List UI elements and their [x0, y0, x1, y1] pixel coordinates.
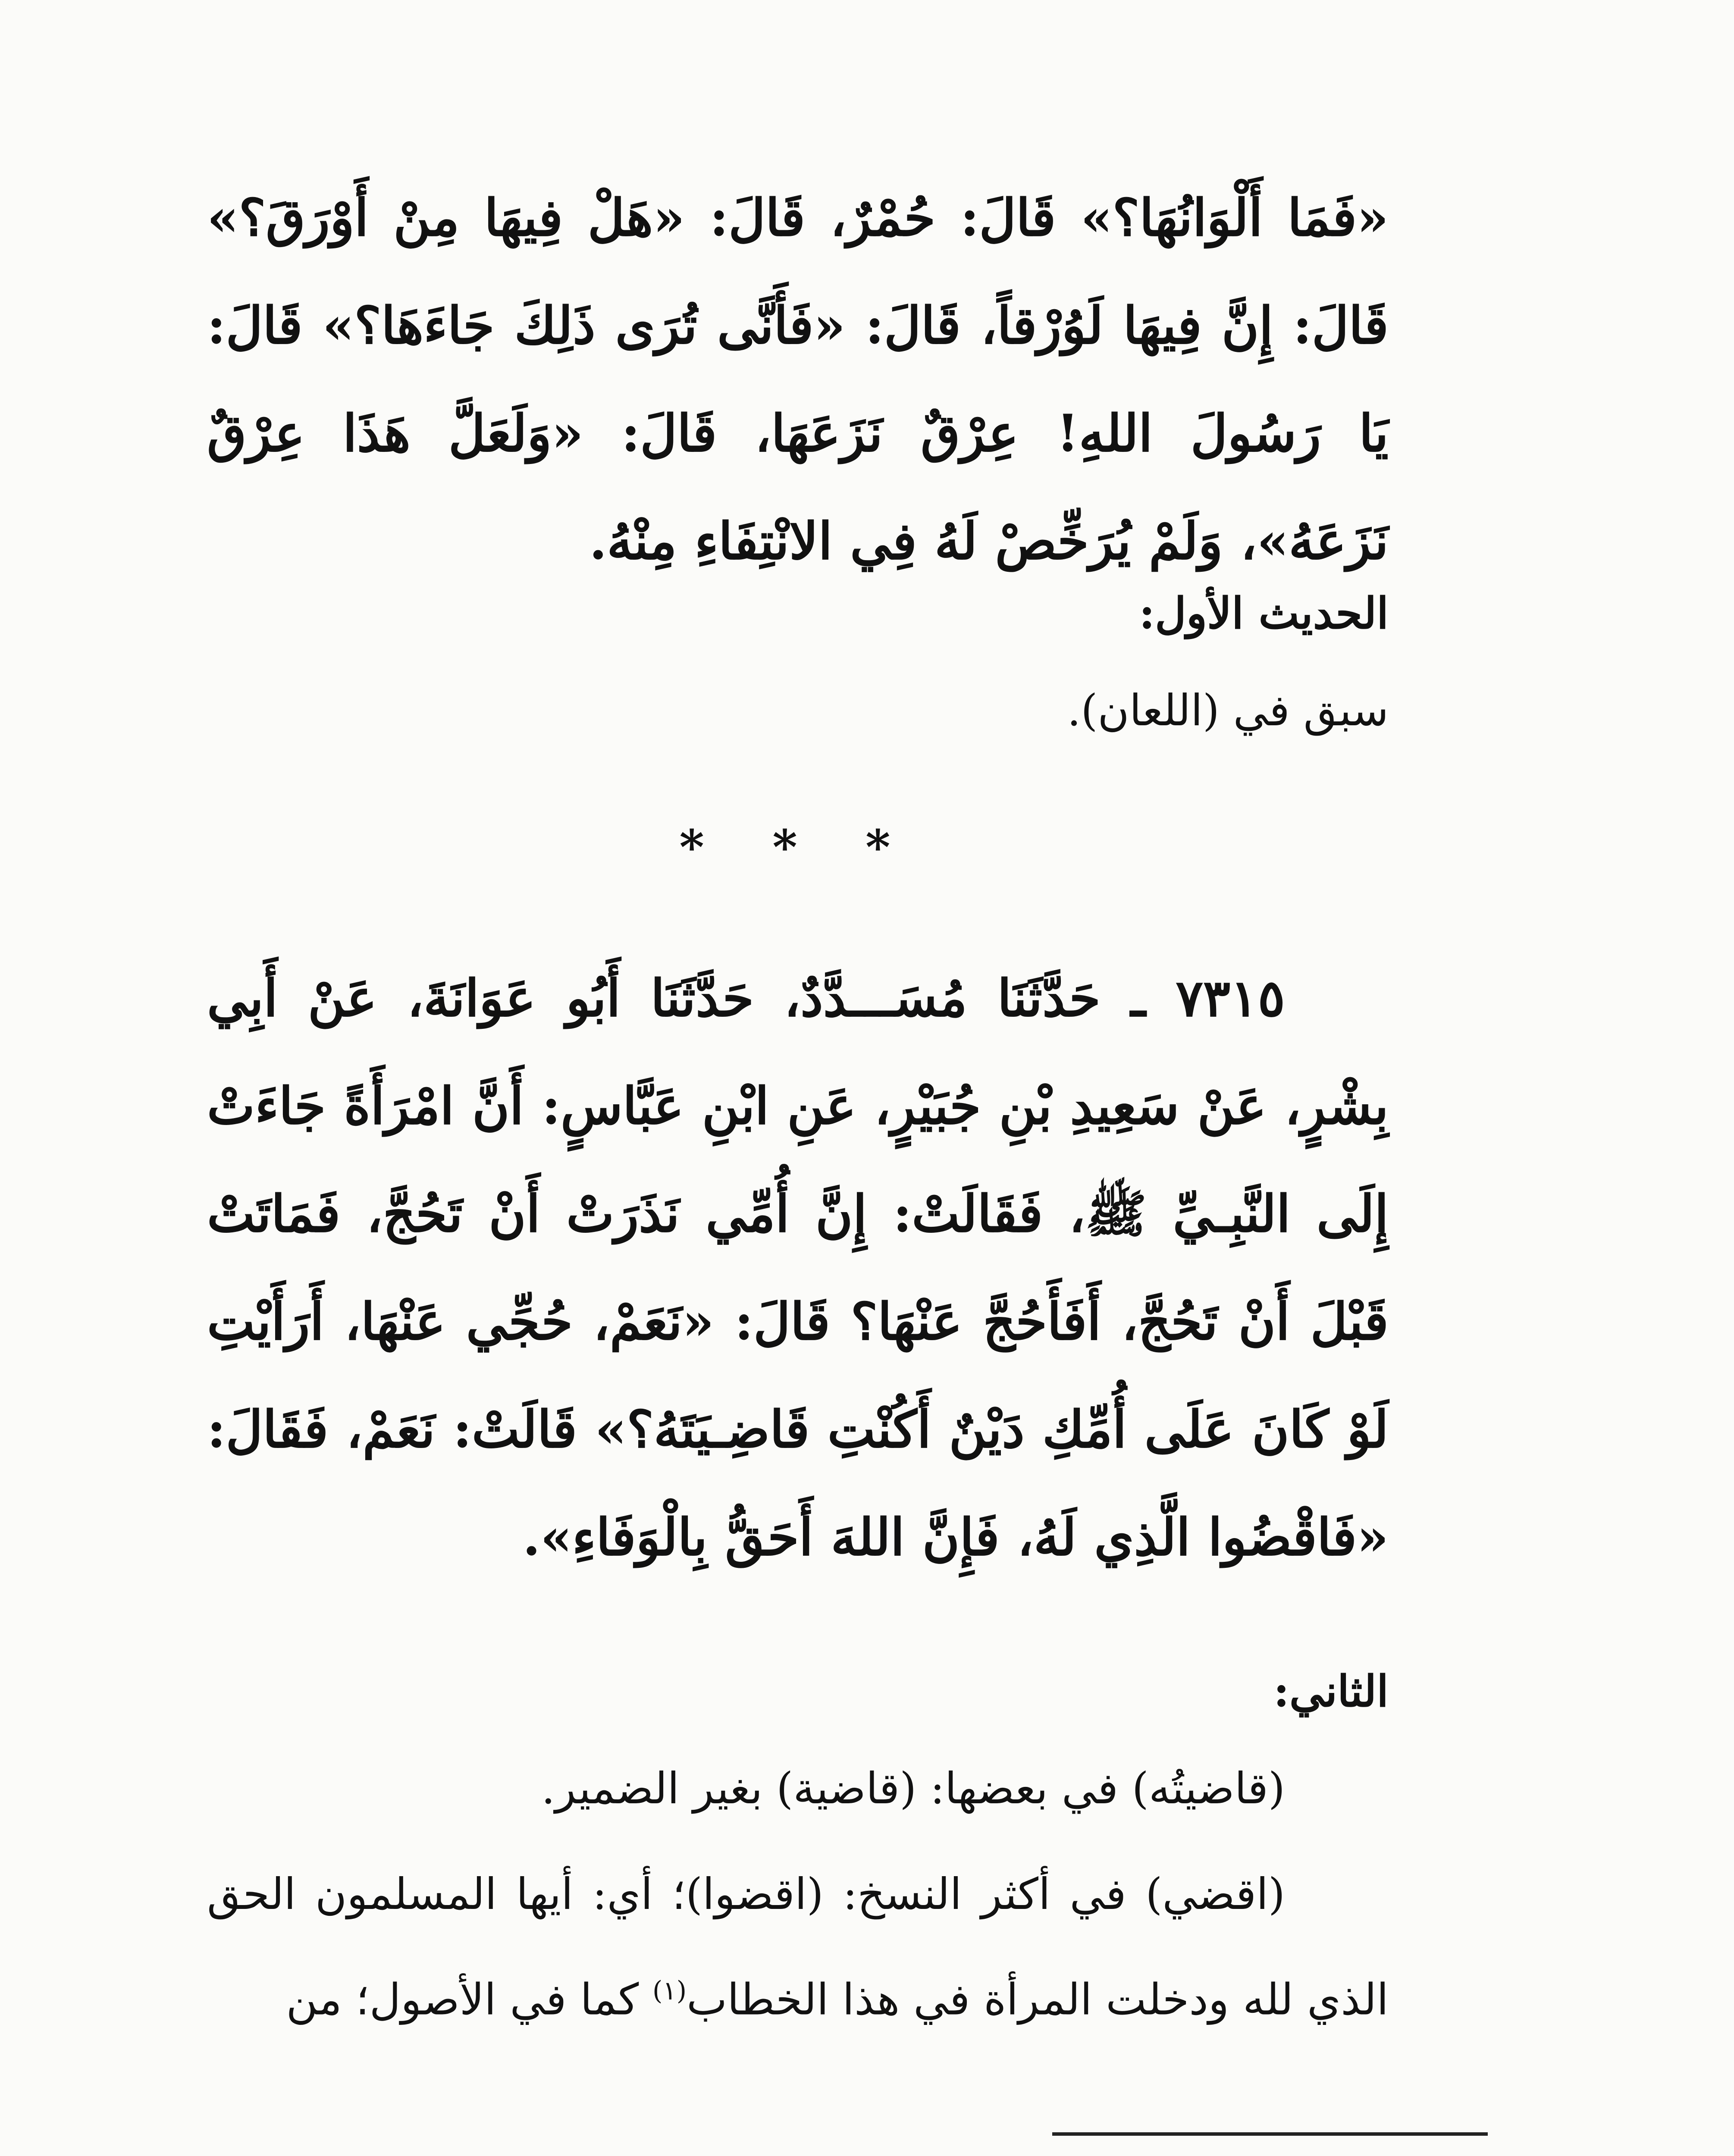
footnote-ref-mark: (١) [652, 1976, 687, 2006]
commentary-text: (اقضي) في أكثر النسخ: (اقضوا)؛ أي: أيها المسلمون الحق الذي لله ودخلت المرأة في هذا الخطاب [207, 1869, 1389, 2025]
footnote-divider [1052, 2132, 1488, 2136]
section-heading-first: الحديث الأول: [1139, 588, 1389, 639]
hadith-continuation: «فَمَا أَلْوَانُهَا؟» قَالَ: حُمْرٌ، قَالَ: «هَلْ فِيهَا مِنْ أَوْرَقَ؟» قَالَ: إِنَّ فِيهَا لَوُرْقاً، قَالَ: «فَأَنَّى تُرَى ذَلِكَ جَاءَهَا؟» قَالَ: يَا رَسُولَ اللهِ! عِرْقٌ نَزَعَهَا، قَالَ: «وَلَعَلَّ هَذَا عِرْقٌ نَزَعَهُ»، وَلَمْ يُرَخِّصْ لَهُ فِي الانْتِفَاءِ مِنْهُ. [207, 188, 1389, 571]
hadith-7315: ٧٣١٥ ـ حَدَّثَنَا مُسَـــدَّدٌ، حَدَّثَنَا أَبُو عَوَانَةَ، عَنْ أَبِي بِشْرٍ، عَنْ سَعِيدِ بْنِ جُبَيْرٍ، عَنِ ابْنِ عَبَّاسٍ: أَنَّ امْرَأَةً جَاءَتْ إِلَى النَّبِـيِّ ﷺ، فَقَالَتْ: إِنَّ أُمِّي نَذَرَتْ أَنْ تَحُجَّ، فَمَاتَتْ قَبْلَ أَنْ تَحُجَّ، أَفَأَحُجَّ عَنْهَا؟ قَالَ: «نَعَمْ، حُجِّي عَنْهَا، أَرَأَيْتِ لَوْ كَانَ عَلَى أُمِّكِ دَيْنٌ أَكُنْتِ قَاضِـيَتَهُ؟» قَالَتْ: نَعَمْ، فَقَالَ: «فَاقْضُوا الَّذِي لَهُ، فَإِنَّ اللهَ أَحَقُّ بِالْوَفَاءِ». [207, 968, 1389, 1567]
section-separator: * * * [679, 819, 916, 875]
commentary-line: (قاضيتُه) في بعضها: (قاضية) بغير الضمير. [541, 1763, 1285, 1814]
commentary-text-continued: كما في الأصول؛ من [286, 1974, 653, 2025]
section-heading-second: الثاني: [1273, 1666, 1389, 1717]
commentary-paragraph [207, 1846, 1389, 2048]
section-text-first: سبق في (اللعان). [1067, 685, 1389, 736]
